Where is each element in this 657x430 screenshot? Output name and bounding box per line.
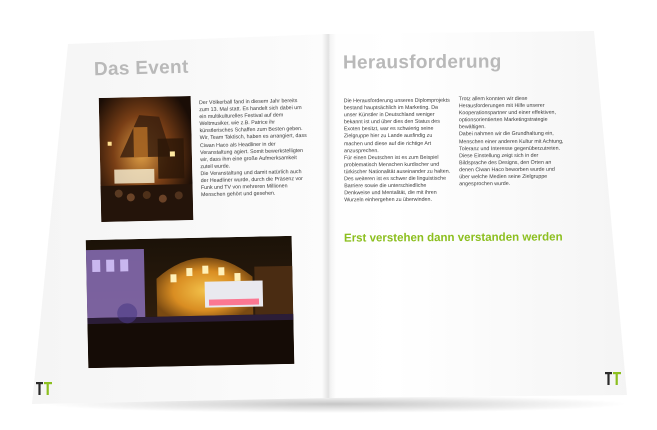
center-fold — [322, 34, 336, 398]
right-page-text-col2 — [459, 96, 565, 189]
right-page-subheading: Erst verstehen dann verstanden werden — [343, 231, 563, 245]
brand-logo-icon — [605, 372, 621, 391]
right-paragraph: Die Herausforderung unseres Diplomprojekts bestand hauptsächlich im Marketing. Da unser Künstler in Deutschland weniger bekannt ist und über dies den Status des Exoten besitzt, war es schwierig seine Zielgruppe hier zu Lande ausfindig zu machen und diese auf die richtige Art anzusprechen. — [343, 97, 450, 154]
left-page-text — [199, 98, 309, 200]
left-paragraph: Die Veranstaltung und damit natürlich auch der Headliner wurde, durch die Präsenz vor Funk und TV von mehreren Millionen Menschen gehört und gesehen. — [200, 168, 303, 199]
right-paragraph: Diese Einstellung zeigt sich in der Bildsprache des Designs, den Orten an denen Ciwan Haco beworben wurde und über welche Medien seine Zielgruppe angesprochen wurde. — [459, 152, 555, 188]
left-page-heading: Das Event — [93, 56, 189, 81]
right-paragraph: Dabei nahmen wir die Grundhaltung ein, Menschen einer anderen Kultur mit Achtung, Toleranz und Interesse gegenüberzutreten. — [458, 131, 564, 152]
brand-logo-icon — [36, 382, 52, 401]
left-paragraph: Wir, Team Taktisch, haben es arrangiert, dass Ciwan Haco als Headliner in der Veranstaltung agiert. Somit bewerkstelligten wir, dass ihm eine große Aufmerksamkeit zuteil wurde. — [199, 133, 307, 170]
event-photo-street — [99, 96, 194, 222]
left-paragraph: Der Völkerball fand in diesem Jahr bereits zum 13. Mal statt. Es handelt sich dabei um ein multikulturelles Festival auf dem Weltmusiker, wie z.B. Patrice ihr künstlerisches Schaffen zum Besten geben. — [198, 98, 303, 135]
right-page-heading: Herausforderung — [342, 51, 502, 74]
right-page-text-col1 — [344, 98, 453, 205]
right-paragraph: Für einen Deutschen ist es zum Beispiel problematisch Menschen kurdischer und türkischer Nationalität auseinander zu halten. Des weiteren ist es schwer die linguistische Barriere sowie die unterschiedliche Denkweise und Mentalität, die mit ihren Wurzeln einhergehen zu überwinden. — [344, 154, 451, 204]
event-photo-concert — [86, 236, 295, 368]
right-paragraph: Trotz allem konnten wir diese Herausforderungen mit Hilfe unserer Kooperationspartner und einer effektiven, optionsorientierten Marketingstrategie bewältigen. — [458, 95, 556, 131]
